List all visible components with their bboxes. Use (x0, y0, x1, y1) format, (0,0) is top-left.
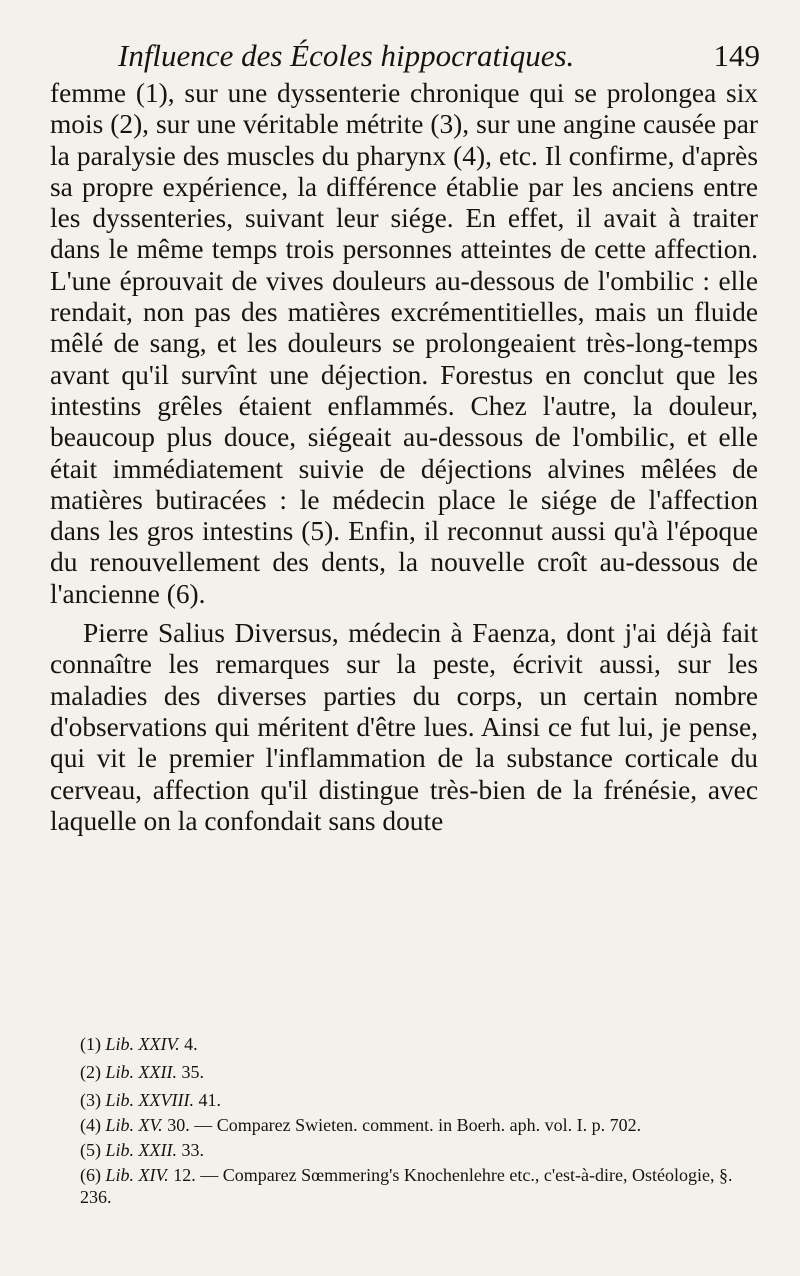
page-number: 149 (713, 38, 760, 73)
footnote-ref: Lib. XV. (105, 1115, 163, 1135)
footnote-text: 4. (179, 1034, 198, 1054)
footnote (80, 1164, 762, 1208)
footnote-ref: Lib. XIV. (105, 1165, 169, 1185)
running-head-title: Influence des Écoles hippocratiques. (118, 38, 575, 73)
footnotes (80, 1030, 762, 1208)
paragraph: Pierre Salius Diversus, médecin à Faenza, dont j'ai déjà fait connaître les remarques sur la peste, écrivit aussi, sur les maladies des diverses parties du corps, un certain nombre d'observations qui méritent d'être lues. Ainsi ce fut lui, je pense, qui vit le premier l'inflammation de la substance corticale du cerveau, affection qu'il distingue très-bien de la frénésie, avec laquelle on la confondait sans doute (50, 618, 758, 836)
footnote-mark: (5) (80, 1140, 101, 1160)
footnote (80, 1114, 762, 1136)
paragraph: femme (1), sur une dyssenterie chronique qui se prolongea six mois (2), sur une véritable métrite (3), sur une angine causée par la paralysie des muscles du pharynx (4), etc. Il confirme, d'après sa propre expérience, la différence établie par les anciens entre les dyssenteries, suivant leur siége. En effet, il avait à traiter dans le même temps trois personnes atteintes de cette affection. L'une éprouvait de vives douleurs au-dessous de l'ombilic : elle rendait, non pas des matières excrémentitielles, mais un fluide mêlé de sang, et les douleurs se prolongeaient très-long-temps avant qu'il survînt une déjection. Forestus en conclut que les intestins grêles étaient enflammés. Chez l'autre, la douleur, beaucoup plus douce, siégeait au-dessous de l'ombilic, et elle était immédiatement suivie de déjections alvines mêlées de matières butiracées : le médecin place le siége de l'affection dans les gros intestins (5). Enfin, il reconnut aussi qu'à l'époque du renouvellement des dents, la nouvelle croît au-dessous de l'ancienne (6). (50, 78, 758, 609)
footnote-mark: (3) (80, 1090, 101, 1110)
footnote-text: 33. (177, 1140, 204, 1160)
footnote-mark: (6) (80, 1165, 101, 1185)
footnote-mark: (4) (80, 1115, 101, 1135)
running-head (118, 38, 760, 82)
footnote (80, 1136, 762, 1164)
footnote-text: 12. — Comparez Sœmmering's Knochenlehre etc., c'est-à-dire, Ostéologie, §. 236. (80, 1165, 733, 1207)
footnote-text: 30. — Comparez Swieten. comment. in Boerh. aph. vol. I. p. 702. (162, 1115, 642, 1135)
footnote-text: 35. (177, 1062, 204, 1082)
footnote (80, 1030, 762, 1058)
footnote-ref: Lib. XXIV. (105, 1034, 180, 1054)
footnote-ref: Lib. XXVIII. (105, 1090, 194, 1110)
footnote-ref: Lib. XXII. (105, 1062, 177, 1082)
footnote-mark: (2) (80, 1062, 101, 1082)
footnote (80, 1058, 762, 1086)
body-text (50, 78, 758, 837)
footnote-text: 41. (193, 1090, 221, 1110)
footnote (80, 1086, 762, 1114)
footnote-mark: (1) (80, 1034, 101, 1054)
footnote-ref: Lib. XXII. (105, 1140, 177, 1160)
